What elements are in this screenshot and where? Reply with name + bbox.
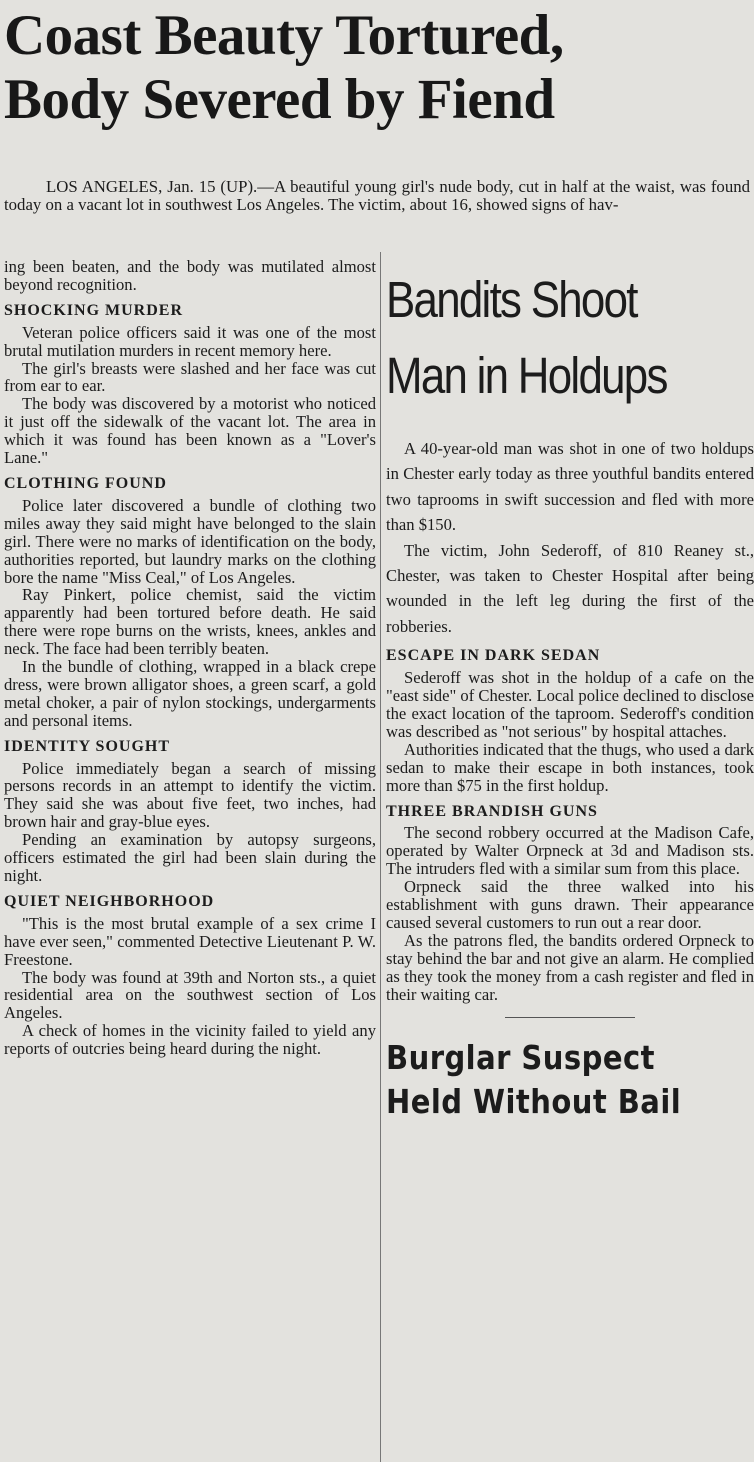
lede-paragraph: LOS ANGELES, Jan. 15 (UP).—A beautiful young girl's nude body, cut in half at the waist, was found today on a vacant lot in southwest Los Angeles. The victim, about 16, showed signs of hav- [4, 177, 750, 214]
paragraph: Ray Pinkert, police chemist, said the victim apparently had been tortured before death. He said there were rope burns on the wrists, knees, ankles and neck. The face had been terribly beaten. [4, 585, 376, 659]
paragraph: Sederoff was shot in the holdup of a cafe on the "east side" of Chester. Local police declined to disclose the exact location of the taproom. Sederoff's condition was described as "not serious" by hospital attaches. [386, 668, 754, 741]
paragraph: A 40-year-old man was shot in one of two holdups in Chester early today as three youthful bandits entered two taprooms in swift succession and fled with more than $150. [386, 439, 754, 535]
paragraph: Orpneck said the three walked into his establishment with guns drawn. Their appearance caused several customers to run out a rear door. [386, 877, 754, 932]
paragraph: The second robbery occurred at the Madison Cafe, operated by Walter Orpneck at 3d and Madison sts. The intruders fled with a similar sum from this place. [386, 823, 754, 879]
subhead-shocking-murder: SHOCKING MURDER [4, 301, 184, 319]
second-story-headline-line-2: Man in Holdups [386, 347, 667, 404]
lede-continuation: ing been beaten, and the body was mutilated almost beyond recognition. [4, 257, 376, 294]
main-story-lede [4, 178, 750, 214]
second-story-headline-line-1: Bandits Shoot [386, 271, 637, 328]
paragraph: Authorities indicated that the thugs, who used a dark sedan to make their escape in both instances, took more than $75 in the first holdup. [386, 739, 754, 795]
paragraph: The victim, John Sederoff, of 810 Reaney st., Chester, was taken to Chester Hospital after being wounded in the left leg during the first of the robberies. [386, 540, 754, 636]
subhead-quiet-neighborhood: QUIET NEIGHBORHOOD [4, 892, 215, 910]
second-story-column [386, 262, 754, 1124]
third-story-headline-line-2: Held Without Bail [386, 1082, 682, 1122]
main-headline [4, 4, 754, 132]
paragraph: The girl's breasts were slashed and her face was cut from ear to ear. [4, 358, 376, 396]
subhead-identity-sought: IDENTITY SOUGHT [4, 737, 170, 755]
paragraph: A check of homes in the vicinity failed to yield any reports of outcries being heard during the night. [4, 1021, 376, 1059]
paragraph: As the patrons fled, the bandits ordered Orpneck to stay behind the bar and not give an alarm. He complied as they took the money from a cash register and fled in their waiting car. [386, 930, 754, 1004]
paragraph: Police immediately began a search of missing persons records in an attempt to identify the victim. They said she was about five feet, two inches, had brown hair and gray-blue eyes. [4, 758, 376, 832]
third-story-headline-line-1: Burglar Suspect [386, 1038, 655, 1078]
paragraph: Veteran police officers said it was one of the most brutal mutilation murders in recent memory here. [4, 322, 376, 360]
main-headline-line-2: Body Severed by Fiend [4, 68, 555, 131]
subhead-clothing-found: CLOTHING FOUND [4, 474, 167, 492]
paragraph: Pending an examination by autopsy surgeons, officers estimated the girl had been slain during the night. [4, 830, 376, 885]
paragraph: Police later discovered a bundle of clothing two miles away they said might have belonged to the slain girl. There were no marks of identification on the body, authorities reported, but laundry marks on the clothing bore the name "Miss Ceal," of Los Angeles. [4, 495, 376, 587]
second-story-intro [386, 436, 754, 639]
subhead-three-brandish-guns: THREE BRANDISH GUNS [386, 802, 598, 820]
paragraph: "This is the most brutal example of a sex crime I have ever seen," commented Detective Lieutenant P. W. Freestone. [4, 913, 376, 969]
story-separator [505, 1017, 635, 1018]
paragraph: In the bundle of clothing, wrapped in a black crepe dress, were brown alligator shoes, a green scarf, a gold metal choker, a pair of nylon stockings, undergarments and personal items. [4, 657, 376, 730]
main-headline-line-1: Coast Beauty Tortured, [4, 4, 564, 67]
subhead-escape-in-dark-sedan: ESCAPE IN DARK SEDAN [386, 647, 601, 665]
column-divider [380, 252, 381, 1462]
main-story-column [4, 258, 376, 1058]
paragraph: The body was discovered by a motorist who noticed it just off the sidewalk of the vacant lot. The area in which it was found has been known as a "Lover's Lane." [4, 394, 376, 468]
paragraph: The body was found at 39th and Norton sts., a quiet residential area on the southwest section of Los Angeles. [4, 967, 376, 1023]
